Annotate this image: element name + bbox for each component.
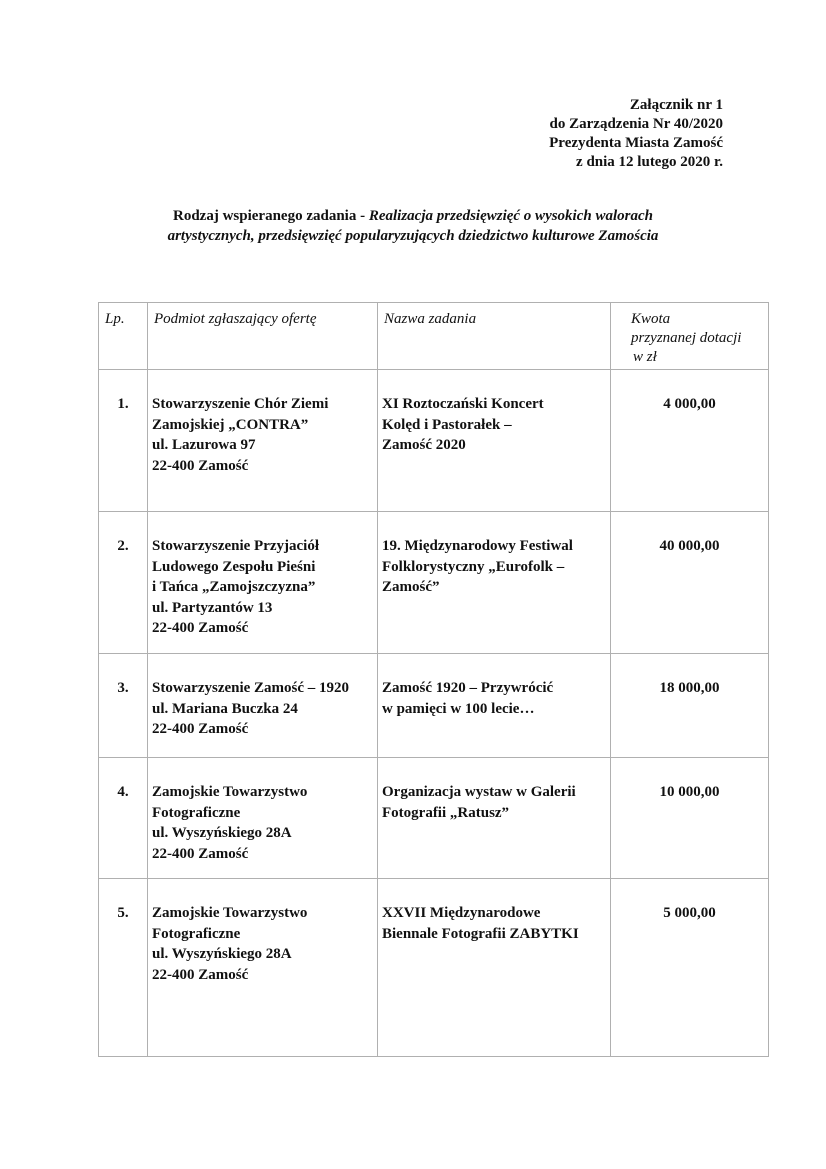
row-entity-line: Zamojskie Towarzystwo xyxy=(152,784,308,800)
header-amount xyxy=(611,303,769,370)
row-entity-line: Stowarzyszenie Zamość – 1920 xyxy=(152,680,350,696)
table-row xyxy=(99,758,769,879)
header-lp: Lp. xyxy=(99,303,148,370)
row-entity-line: Stowarzyszenie Chór Ziemi xyxy=(152,396,329,412)
row-amount: 18 000,00 xyxy=(611,654,769,758)
row-lp: 4. xyxy=(99,758,148,879)
row-entity-line: ul. Wyszyńskiego 28A xyxy=(152,825,292,841)
row-task xyxy=(378,654,611,758)
row-amount: 40 000,00 xyxy=(611,512,769,654)
task-type-label: Rodzaj wspieranego zadania - xyxy=(173,208,369,224)
row-task xyxy=(378,512,611,654)
row-task-line: w pamięci w 100 lecie… xyxy=(382,700,535,717)
row-entity-line: Fotograficzne xyxy=(152,804,241,821)
header-task: Nazwa zadania xyxy=(378,303,611,370)
row-lp: 1. xyxy=(99,370,148,512)
row-entity-line: 22-400 Zamość xyxy=(152,457,249,474)
regulation-number: do Zarządzenia Nr 40/2020 xyxy=(549,116,723,132)
task-type-text-line1: Realizacja przedsięwzięć o wysokich walorach xyxy=(368,208,653,224)
row-entity-line: 22-400 Zamość xyxy=(152,966,249,983)
row-entity-line: ul. Lazurowa 97 xyxy=(152,437,256,453)
row-task xyxy=(378,370,611,512)
row-entity-line: Zamojskie Towarzystwo xyxy=(152,905,308,921)
row-task xyxy=(378,758,611,879)
issue-date: z dnia 12 lutego 2020 r. xyxy=(576,154,723,170)
table-header-row xyxy=(99,303,769,370)
row-entity-line: ul. Mariana Buczka 24 xyxy=(152,700,298,717)
row-entity-line: 22-400 Zamość xyxy=(152,721,249,737)
header-amount-line1: Kwota xyxy=(631,311,671,327)
row-lp: 2. xyxy=(99,512,148,654)
row-task-line: Zamość” xyxy=(382,579,440,595)
row-task-line: Zamość 2020 xyxy=(382,437,466,453)
row-task-line: Fotografii „Ratusz” xyxy=(382,804,510,821)
row-entity-line: i Tańca „Zamojszczyzna” xyxy=(152,579,316,595)
row-task-line: XI Roztoczański Koncert xyxy=(382,396,544,412)
row-task-line: Organizacja wystaw w Galerii xyxy=(382,784,576,800)
row-lp: 3. xyxy=(99,654,148,758)
row-entity xyxy=(148,370,378,512)
row-task-line: Folklorystyczny „Eurofolk – xyxy=(382,558,565,575)
attachment-number: Załącznik nr 1 xyxy=(629,97,723,113)
table-row xyxy=(99,879,769,1057)
task-type-text-line2: artystycznych, przedsięwzięć popularyzujących dziedzictwo kulturowe Zamościa xyxy=(167,227,659,244)
row-entity-line: Stowarzyszenie Przyjaciół xyxy=(152,538,320,554)
header-amount-line2: przyznanej dotacji xyxy=(631,330,742,346)
row-task-line: XXVII Międzynarodowe xyxy=(382,905,541,921)
row-entity-line: 22-400 Zamość xyxy=(152,845,249,862)
row-amount: 5 000,00 xyxy=(611,879,769,1057)
row-task-line: 19. Międzynarodowy Festiwal xyxy=(382,538,573,554)
row-task-line: Zamość 1920 – Przywrócić xyxy=(382,680,554,696)
row-entity xyxy=(148,758,378,879)
row-lp: 5. xyxy=(99,879,148,1057)
row-entity-line: ul. Partyzantów 13 xyxy=(152,599,273,616)
row-entity-line: 22-400 Zamość xyxy=(152,620,249,636)
header-amount-line3: w zł xyxy=(633,349,657,365)
row-entity xyxy=(148,512,378,654)
row-amount: 10 000,00 xyxy=(611,758,769,879)
issuer: Prezydenta Miasta Zamość xyxy=(549,135,723,151)
row-entity-line: Ludowego Zespołu Pieśni xyxy=(152,558,316,575)
attachment-header xyxy=(549,96,723,172)
row-amount: 4 000,00 xyxy=(611,370,769,512)
row-entity-line: Fotograficzne xyxy=(152,925,241,942)
header-entity: Podmiot zgłaszający ofertę xyxy=(148,303,378,370)
row-entity-line: Zamojskiej „CONTRA” xyxy=(152,416,309,433)
task-type-heading xyxy=(90,207,736,246)
grants-table xyxy=(98,302,769,1057)
table-row xyxy=(99,654,769,758)
table-row xyxy=(99,512,769,654)
row-entity-line: ul. Wyszyńskiego 28A xyxy=(152,946,292,962)
row-task-line: Kolęd i Pastorałek – xyxy=(382,416,512,433)
table-row xyxy=(99,370,769,512)
row-task xyxy=(378,879,611,1057)
row-entity xyxy=(148,879,378,1057)
row-entity xyxy=(148,654,378,758)
row-task-line: Biennale Fotografii ZABYTKI xyxy=(382,925,579,942)
